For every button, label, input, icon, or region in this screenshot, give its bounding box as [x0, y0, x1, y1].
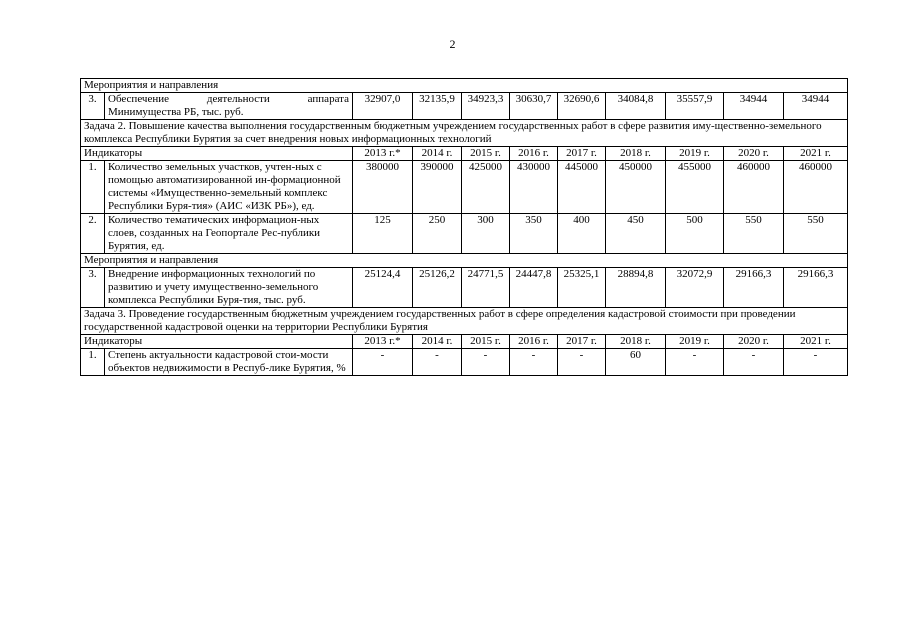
year-header: 2021 г. — [784, 335, 848, 349]
value-cell: 25124,4 — [353, 268, 413, 308]
value-cell: 28894,8 — [606, 268, 666, 308]
value-cell: - — [353, 349, 413, 376]
row-description: Внедрение информационных технологий по развитию и учету имущественно-земельного комплекса Республики Буря-тия, тыс. руб. — [105, 268, 353, 308]
year-header: 2015 г. — [462, 335, 510, 349]
value-cell: 455000 — [666, 161, 724, 214]
value-cell: 400 — [558, 214, 606, 254]
value-cell: 29166,3 — [724, 268, 784, 308]
value-cell: 380000 — [353, 161, 413, 214]
value-cell: 32072,9 — [666, 268, 724, 308]
value-cell: - — [558, 349, 606, 376]
value-cell: 500 — [666, 214, 724, 254]
row-description-line-1: Обеспечение деятельности аппарата — [108, 93, 349, 105]
value-cell: 32690,6 — [558, 93, 606, 120]
value-cell: 425000 — [462, 161, 510, 214]
table-row — [81, 268, 848, 308]
value-cell: 430000 — [510, 161, 558, 214]
value-cell: 32907,0 — [353, 93, 413, 120]
section-title: Мероприятия и направления — [81, 254, 848, 268]
year-header: 2017 г. — [558, 147, 606, 161]
value-cell: 29166,3 — [784, 268, 848, 308]
row-description — [105, 93, 353, 120]
row-number: 2. — [81, 214, 105, 254]
row-number: 3. — [81, 93, 105, 120]
value-cell: 24771,5 — [462, 268, 510, 308]
year-header: 2019 г. — [666, 147, 724, 161]
row-number: 1. — [81, 349, 105, 376]
value-cell: 350 — [510, 214, 558, 254]
indicators-header: Индикаторы — [81, 147, 353, 161]
year-header: 2018 г. — [606, 335, 666, 349]
row-description: Количество земельных участков, учтен-ных с помощью автоматизированной ин-формационной системы «Имущественно-земельный комплекс Республики Буря-тия» (АИС «ИЗК РБ»), ед. — [105, 161, 353, 214]
year-header: 2013 г.* — [353, 335, 413, 349]
year-header: 2018 г. — [606, 147, 666, 161]
value-cell: 25325,1 — [558, 268, 606, 308]
row-description: Степень актуальности кадастровой стои-мости объектов недвижимости в Респуб-лике Бурятия, % — [105, 349, 353, 376]
value-cell: 250 — [413, 214, 462, 254]
value-cell: 30630,7 — [510, 93, 558, 120]
section-row — [81, 254, 848, 268]
row-description: Количество тематических информацион-ных слоев, созданных на Геопортале Рес-публики Бурятия, ед. — [105, 214, 353, 254]
year-header: 2016 г. — [510, 147, 558, 161]
table-row — [81, 93, 848, 120]
value-cell: 450000 — [606, 161, 666, 214]
year-header: 2019 г. — [666, 335, 724, 349]
value-cell: 34084,8 — [606, 93, 666, 120]
header-row — [81, 147, 848, 161]
value-cell: 35557,9 — [666, 93, 724, 120]
value-cell: - — [784, 349, 848, 376]
value-cell: 34923,3 — [462, 93, 510, 120]
value-cell: - — [462, 349, 510, 376]
year-header: 2021 г. — [784, 147, 848, 161]
value-cell: 34944 — [724, 93, 784, 120]
indicators-header: Индикаторы — [81, 335, 353, 349]
row-number: 1. — [81, 161, 105, 214]
year-header: 2013 г.* — [353, 147, 413, 161]
table-row — [81, 349, 848, 376]
task-3-title: Задача 3. Проведение государственным бюджетным учреждением государственных работ в сфере определения кадастровой стоимости при проведении государственной кадастровой оценки на территории Республики Бурятия — [81, 308, 848, 335]
row-description-line-2: Минимущества РБ, тыс. руб. — [108, 106, 244, 118]
value-cell: 460000 — [784, 161, 848, 214]
task-row — [81, 308, 848, 335]
indicators-table — [80, 78, 848, 376]
value-cell: - — [666, 349, 724, 376]
value-cell: 34944 — [784, 93, 848, 120]
year-header: 2020 г. — [724, 335, 784, 349]
table-row — [81, 161, 848, 214]
row-number: 3. — [81, 268, 105, 308]
value-cell: 300 — [462, 214, 510, 254]
value-cell: - — [510, 349, 558, 376]
value-cell: 460000 — [724, 161, 784, 214]
value-cell: 450 — [606, 214, 666, 254]
value-cell: 25126,2 — [413, 268, 462, 308]
value-cell: - — [413, 349, 462, 376]
task-row — [81, 120, 848, 147]
value-cell: 24447,8 — [510, 268, 558, 308]
value-cell: - — [724, 349, 784, 376]
page-number: 2 — [449, 37, 456, 51]
year-header: 2020 г. — [724, 147, 784, 161]
value-cell: 445000 — [558, 161, 606, 214]
table-row — [81, 214, 848, 254]
header-row — [81, 335, 848, 349]
value-cell: 60 — [606, 349, 666, 376]
section-row — [81, 79, 848, 93]
year-header: 2015 г. — [462, 147, 510, 161]
year-header: 2014 г. — [413, 147, 462, 161]
task-2-title: Задача 2. Повышение качества выполнения государственным бюджетным учреждением государственных работ в сфере развития иму-щественно-земельного комплекса Республики Бурятия за счет внедрения новых информационных технологий — [81, 120, 848, 147]
year-header: 2016 г. — [510, 335, 558, 349]
value-cell: 125 — [353, 214, 413, 254]
value-cell: 550 — [724, 214, 784, 254]
year-header: 2017 г. — [558, 335, 606, 349]
value-cell: 390000 — [413, 161, 462, 214]
year-header: 2014 г. — [413, 335, 462, 349]
section-title: Мероприятия и направления — [81, 79, 848, 93]
value-cell: 32135,9 — [413, 93, 462, 120]
value-cell: 550 — [784, 214, 848, 254]
